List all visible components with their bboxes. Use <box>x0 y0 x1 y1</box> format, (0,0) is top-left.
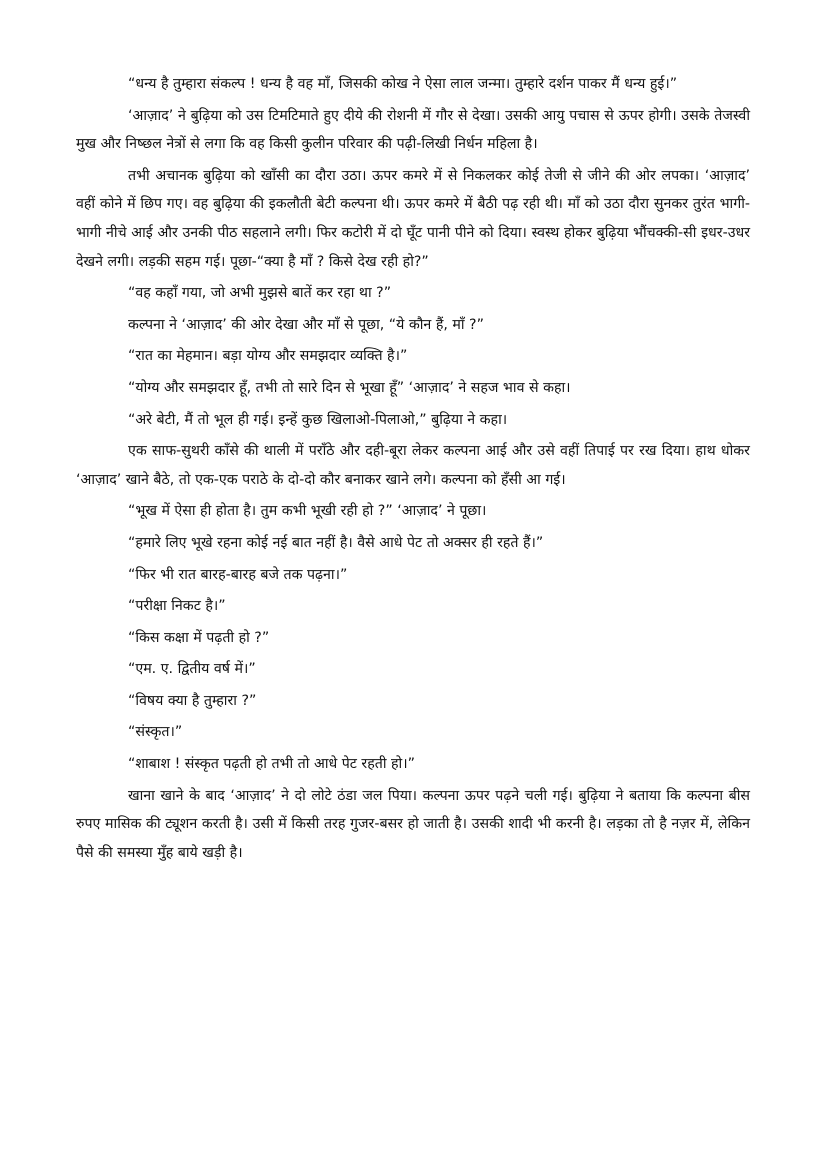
dialogue-line: “वह कहाँ गया, जो अभी मुझसे बातें कर रहा था ?” <box>128 285 392 302</box>
dialogue-line: “संस्कृत।” <box>128 724 183 741</box>
paragraph: खाना खाने के बाद ‘आज़ाद’ ने दो लोटे ठंडा जल पिया। कल्पना ऊपर पढ़ने चली गई। बुढ़िया ने बताया कि कल्पना बीस रुपए मासिक की ट्यूशन करती है। उसी में किसी तरह गुजर-बसर हो जाती है। उसकी शादी भी करनी है। लड़का तो है नज़र में, लेकिन पैसे की समस्या मुँह बाये खड़ी है। <box>76 787 750 861</box>
dialogue-line: “शाबाश ! संस्कृत पढ़ती हो तभी तो आधे पेट रहती हो।” <box>128 756 415 773</box>
dialogue-line: “एम. ए. द्वितीय वर्ष में।” <box>128 661 256 678</box>
dialogue-line: “फिर भी रात बारह-बारह बजे तक पढ़ना।” <box>128 566 348 583</box>
paragraph: ‘आज़ाद’ ने बुढ़िया को उस टिमटिमाते हुए दीये की रोशनी में गौर से देखा। उसकी आयु पचास से ऊपर होगी। उसके तेजस्वी मुख और निष्छल नेत्रों से लगा कि वह किसी कुलीन परिवार की पढ़ी-लिखी निर्धन महिला है। <box>76 107 750 153</box>
dialogue-line: कल्पना ने ‘आज़ाद’ की ओर देखा और माँ से पूछा, “ये कौन हैं, माँ ?” <box>128 316 484 333</box>
dialogue-line: “भूख में ऐसा ही होता है। तुम कभी भूखी रही हो ?” ‘आज़ाद’ ने पूछा। <box>128 503 487 520</box>
story-text <box>76 70 750 870</box>
paragraph: “धन्य है तुम्हारा संकल्प ! धन्य है वह माँ, जिसकी कोख ने ऐसा लाल जन्मा। तुम्हारे दर्शन पाकर मैं धन्य हुई।” <box>128 76 678 92</box>
dialogue-line: “परीक्षा निकट है।” <box>128 598 226 615</box>
dialogue-line: “योग्य और समझदार हूँ, तभी तो सारे दिन से भूखा हूँ” ‘आज़ाद’ ने सहज भाव से कहा। <box>128 379 571 396</box>
dialogue-line: “किस कक्षा में पढ़ती हो ?” <box>128 629 270 646</box>
dialogue-line: “हमारे लिए भूखे रहना कोई नई बात नहीं है। वैसे आधे पेट तो अक्सर ही रहते हैं।” <box>128 534 544 551</box>
dialogue-line: “अरे बेटी, मैं तो भूल ही गई। इन्हें कुछ खिलाओ-पिलाओ,” बुढ़िया ने कहा। <box>128 411 508 428</box>
paragraph: तभी अचानक बुढ़िया को खाँसी का दौरा उठा। ऊपर कमरे में से निकलकर कोई तेजी से जीने की ओर लपका। ‘आज़ाद’ वहीं कोने में छिप गए। वह बुढ़िया की इकलौती बेटी कल्पना थी। ऊपर कमरे में बैठी पढ़ रही थी। माँ को उठा दौरा सुनकर तुरंत भागी-भागी नीचे आई और उनकी पीठ सहलाने लगी। फिर कटोरी में दो घूँट पानी पीने को दिया। स्वस्थ होकर बुढ़िया भौंचक्की-सी इधर-उधर देखने लगी। लड़की सहम गई। पूछा-“क्या है माँ ? किसे देख रही हो?” <box>76 167 750 270</box>
dialogue-line: “विषय क्या है तुम्हारा ?” <box>128 692 257 709</box>
dialogue-line: “रात का मेहमान। बड़ा योग्य और समझदार व्यक्ति है।” <box>128 348 408 365</box>
paragraph: एक साफ-सुथरी काँसे की थाली में पराँठे और दही-बूरा लेकर कल्पना आई और उसे वहीं तिपाई पर रख दिया। हाथ धोकर ‘आज़ाद’ खाने बैठे, तो एक-एक पराठे के दो-दो कौर बनाकर खाने लगे। कल्पना को हँसी आ गई। <box>76 443 750 488</box>
